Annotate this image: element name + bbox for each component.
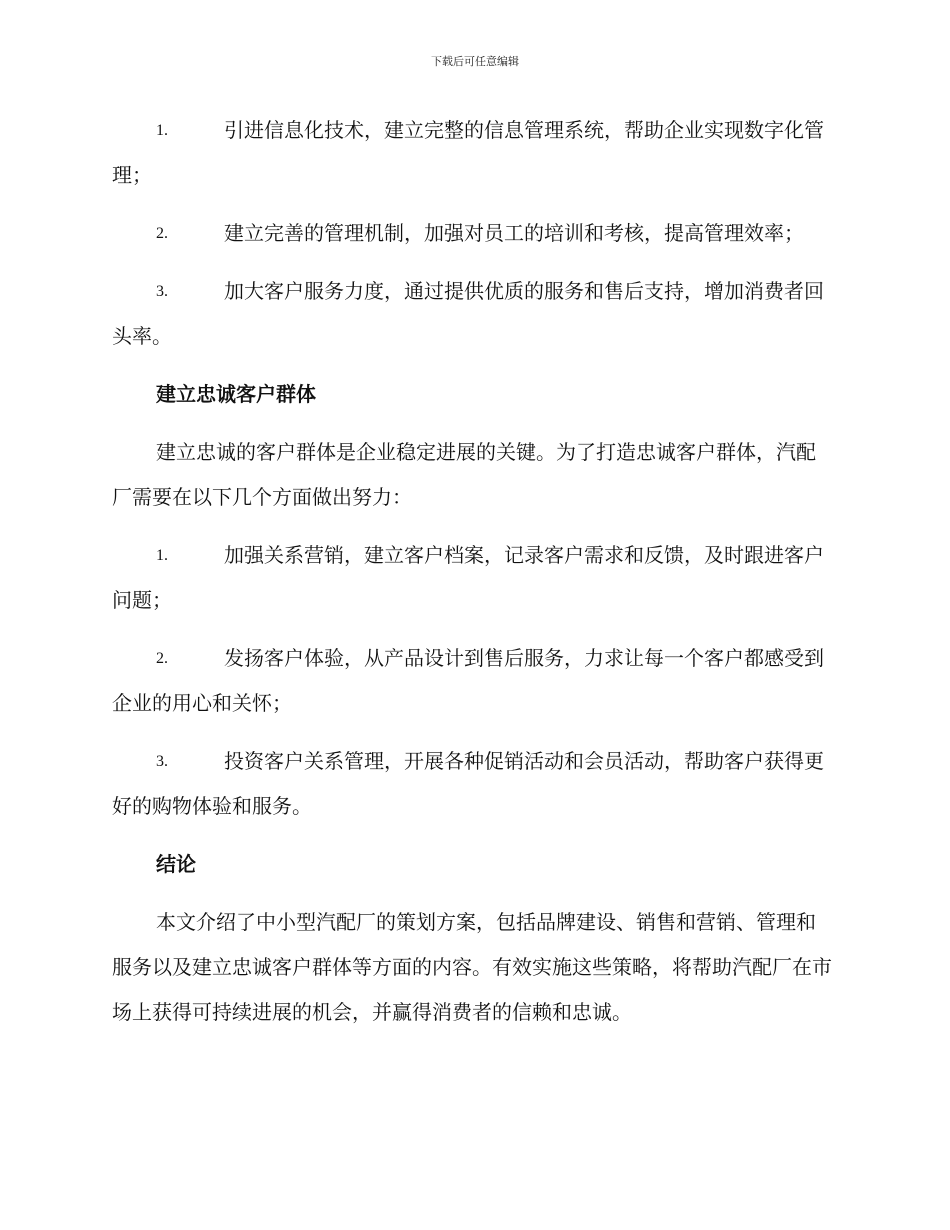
list-item-number: 3. (156, 753, 168, 770)
list-item-number: 1. (156, 547, 168, 564)
list-item-text: 投资客户关系管理，开展各种促销活动和会员活动，帮助客户获得更好的购物体验和服务。 (112, 749, 824, 818)
list-item-number: 2. (156, 225, 168, 242)
list-item (112, 739, 834, 829)
list-item-text: 发扬客户体验，从产品设计到售后服务，力求让每一个客户都感受到企业的用心和关怀； (112, 646, 824, 715)
paragraph-loyal-customers-intro: 建立忠诚的客户群体是企业稳定进展的关键。为了打造忠诚客户群体，汽配厂需要在以下几个方面做出努力： (112, 440, 816, 509)
document-body (112, 108, 834, 1048)
list-item-text: 加强关系营销，建立客户档案，记录客户需求和反馈，及时跟进客户问题； (112, 543, 824, 612)
list-item (112, 533, 834, 623)
list-item-number: 3. (156, 283, 168, 300)
list-item (112, 211, 834, 256)
list-item (112, 636, 834, 726)
list-item (112, 269, 834, 359)
list-item-number: 2. (156, 650, 168, 667)
list-item-text: 引进信息化技术，建立完整的信息管理系统，帮助企业实现数字化管理； (112, 118, 824, 187)
list-item-text: 建立完善的管理机制，加强对员工的培训和考核，提高管理效率； (224, 221, 804, 245)
page-header: 下载后可任意编辑 (431, 55, 519, 68)
list-item (112, 108, 834, 198)
list-item-text: 加大客户服务力度，通过提供优质的服务和售后支持，增加消费者回头率。 (112, 279, 824, 348)
list-item-number: 1. (156, 122, 168, 139)
paragraph-conclusion: 本文介绍了中小型汽配厂的策划方案，包括品牌建设、销售和营销、管理和服务以及建立忠诚客户群体等方面的内容。有效实施这些策略，将帮助汽配厂在市场上获得可持续进展的机会，并赢得消费者的信赖和忠诚。 (112, 910, 832, 1024)
section-heading-conclusion: 结论 (156, 852, 196, 876)
section-heading-loyal-customers: 建立忠诚客户群体 (156, 382, 316, 406)
